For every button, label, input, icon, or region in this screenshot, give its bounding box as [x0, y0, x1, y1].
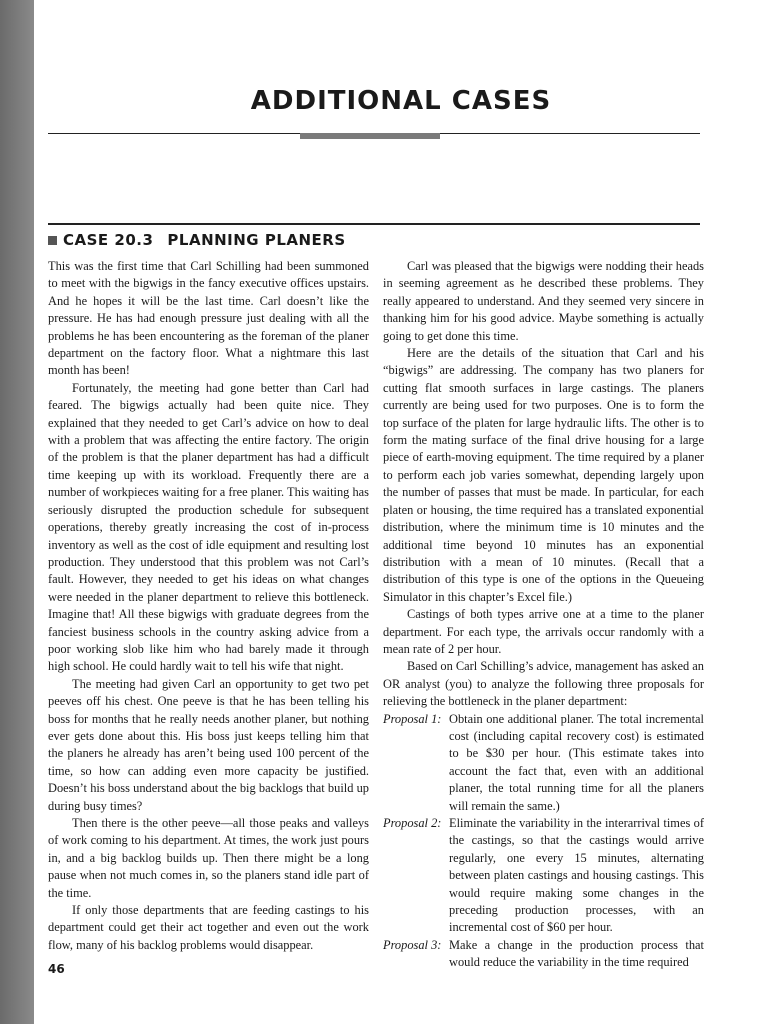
left-column — [48, 258, 369, 954]
paragraph: Here are the details of the situation that Carl and his “bigwigs” are addressing. The company has two planers for cutting flat smooth surfaces in large castings. The planers currently are being used for two purposes. One is to form the top surface of the platen for large hydraulic lifts. The other is to form the mating surface of the final drive housing for a large piece of earth-moving equipment. The time required by a planer to perform each job varies somewhat, depending largely upon the number of passes that must be made. In particular, for each platen or housing, the time required has a translated exponential distribution, where the minimum time is 10 minutes and the additional time beyond 10 minutes has an exponential distribution with a mean of 10 minutes. (Recall that a distribution of this type is one of the options in the Queueing Simulator in this chapter’s Excel file.) — [383, 346, 704, 604]
square-bullet-icon — [48, 236, 57, 245]
proposal-label: Proposal 1: — [383, 711, 442, 726]
proposal-label: Proposal 2: — [383, 816, 442, 830]
proposal-item — [383, 937, 704, 972]
paragraph: Castings of both types arrive one at a time to the planer department. For each type, the arrivals occur randomly with a mean rate of 2 per hour. — [383, 607, 704, 656]
paragraph: If only those departments that are feeding castings to his department could get their act together and even out the work flow, many of his backlog problems would disappear. — [48, 903, 369, 952]
page-title: ADDITIONAL CASES — [250, 86, 552, 116]
proposal-label: Proposal 3: — [383, 937, 442, 952]
paragraph: Based on Carl Schilling’s advice, management has asked an OR analyst (you) to analyze the following three proposals for relieving the bottleneck in the planer department: — [383, 659, 704, 709]
title-rule-accent — [300, 133, 440, 139]
paragraph: This was the first time that Carl Schilling had been summoned to meet with the bigwigs in the fancy executive offices upstairs. And he hopes it will be the last time. Carl doesn’t like the pressure. He has had enough pressure just dealing with all the problems he has been encountering as the foreman of the planer department on the factory floor. What a nightmare this last month has been! — [48, 259, 369, 378]
page-edge-strip — [0, 0, 34, 1024]
proposal-text: Obtain one additional planer. The total incremental cost (including capital recovery cost) is estimated to be $30 per hour. (This estimate takes into account the fact that, even with an additional planer, the total running time for all the planers will remain the same.) — [449, 711, 704, 813]
paragraph: The meeting had given Carl an opportunity to get two pet peeves off his chest. One peeve is that he has been telling his boss for months that he really needs another planer, but nothing ever gets done about this. His boss just keeps telling him that the planers he already has aren’t being used 100 percent of the time, so how can adding even more capacity be justified. Doesn’t his boss understand about the big backlogs that build up during busy times? — [48, 676, 369, 813]
proposal-text: Make a change in the production process that would reduce the variability in the time required — [449, 937, 704, 970]
right-column — [383, 258, 704, 972]
proposal-item — [383, 711, 704, 815]
proposal-item — [383, 815, 704, 937]
case-rule — [48, 223, 700, 225]
case-title: PLANNING PLANERS — [167, 231, 346, 249]
case-heading — [48, 229, 346, 251]
paragraph: Fortunately, the meeting had gone better than Carl had feared. The bigwigs actually had been quite nice. They explained that they needed to get Carl’s advice on how to deal with a problem that was affecting the entire factory. The origin of the problem is that the planer department has had a difficult time keeping up with its workload. Frequently there are a number of workpieces waiting for a free planer. This waiting has seriously disrupted the production schedule for subsequent operations, thereby greatly increasing the cost of in-process inventory as well as the cost of idle equipment and resulting lost production. They understood that this problem was not Carl’s fault. However, they needed to get his ideas on what changes were needed in the planer department to relieve this bottleneck. Imagine that! All these bigwigs with graduate degrees from the fanciest business schools in the country asking advice from a poor working slob like him who had barely made it through high school. He could hardly wait to tell his wife that night. — [48, 380, 369, 674]
paragraph: Then there is the other peeve—all those peaks and valleys of work coming to his department. At times, the work just pours in, and a big backlog builds up. Then there might be a long pause when not much comes in, so the planers stand idle part of the time. — [48, 816, 369, 900]
proposal-text: Eliminate the variability in the interarrival times of the castings, so that the castings would arrive regularly, one every 15 minutes, alternating between platen castings and housing castings. This would require making some changes in the preceding production processes, with an incremental cost of $60 per hour. — [449, 816, 704, 935]
page-number: 46 — [48, 962, 65, 976]
case-number: CASE 20.3 — [63, 231, 154, 249]
paragraph: Carl was pleased that the bigwigs were nodding their heads in seeming agreement as he described these problems. They really appeared to understand. And they seemed very sincere in thanking him for his good advice. Maybe something is actually going to get done this time. — [383, 259, 704, 343]
